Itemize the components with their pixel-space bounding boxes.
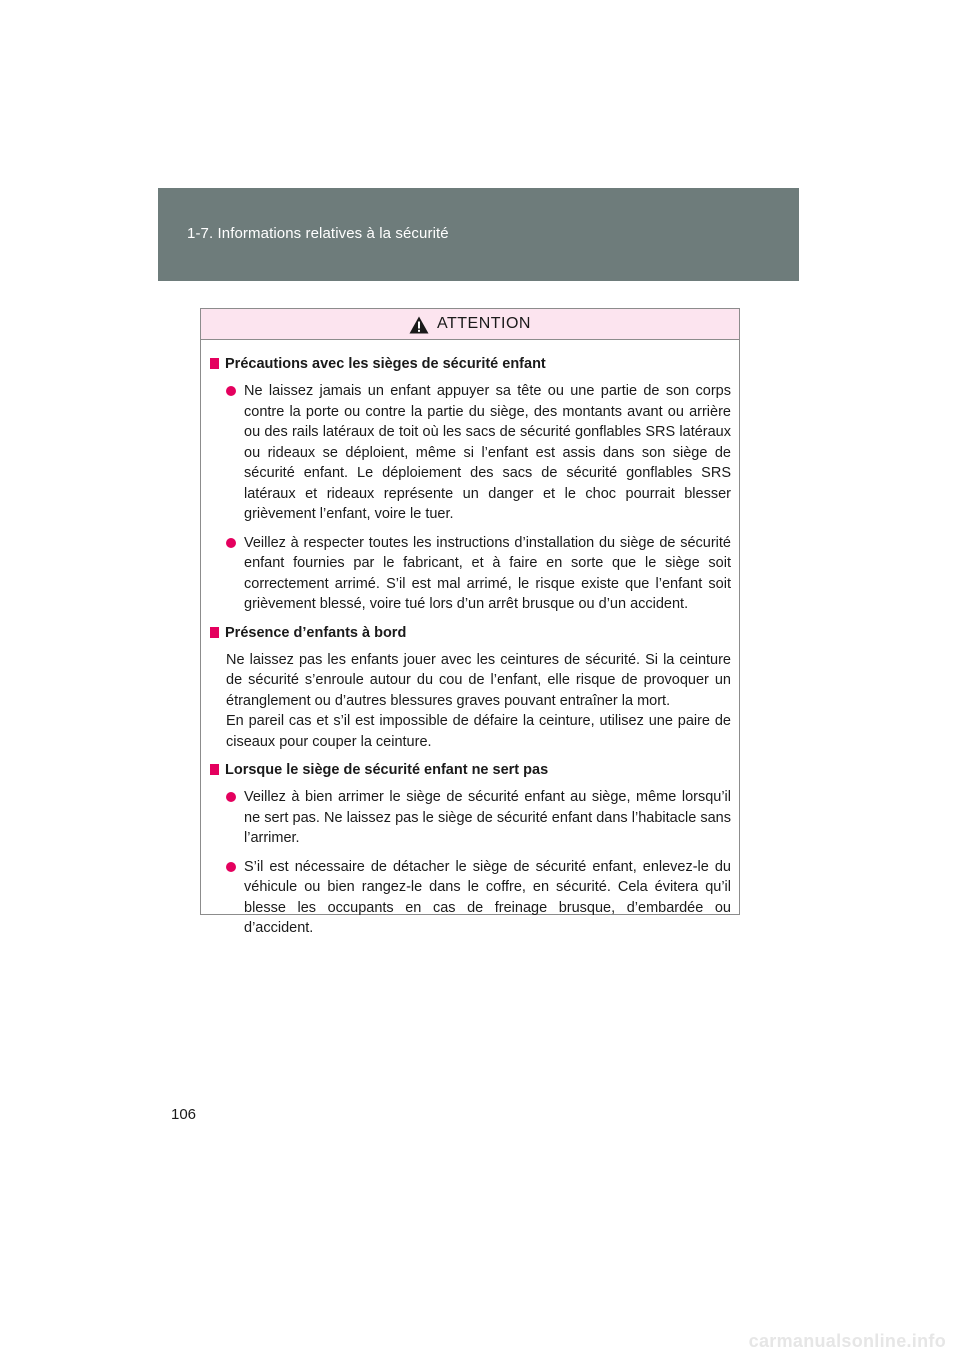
round-bullet-icon [226, 386, 236, 396]
round-bullet-icon [226, 792, 236, 802]
square-bullet-icon [210, 358, 219, 369]
section-heading [210, 760, 731, 780]
list-item [226, 787, 731, 849]
warning-header [201, 309, 739, 340]
warning-body [201, 340, 739, 939]
square-bullet-icon [210, 764, 219, 775]
round-bullet-icon [226, 862, 236, 872]
warning-triangle-icon [409, 316, 429, 334]
list-item-text: Veillez à respecter toutes les instructions d’installation du siège de sécurité enfant fournies par le fabricant, et à faire en sorte que le siège soit correctement arrimé. S’il est mal arrimé, le risque existe que l’enfant soit grièvement blessé, voire tué lors d’un arrêt brusque ou d’un accident. [244, 534, 731, 612]
section-paragraphs [226, 650, 731, 753]
section-heading-text: Précautions avec les sièges de sécurité enfant [225, 356, 546, 372]
square-bullet-icon [210, 627, 219, 638]
section-header-band [158, 188, 799, 281]
section-heading-text: Présence d’enfants à bord [225, 624, 407, 641]
section-heading-text: Lorsque le siège de sécurité enfant ne sert pas [225, 762, 549, 778]
paragraph: Ne laissez pas les enfants jouer avec les ceintures de sécurité. Si la ceinture de sécurité s’enroule autour du cou de l’enfant, elle risque de provoquer un étranglement ou d’autres blessures graves pouvant entraîner la mort. [226, 651, 731, 709]
list-item-text: Ne laissez jamais un enfant appuyer sa tête ou une partie de son corps contre la porte ou contre la partie du siège, des montants avant ou arrière ou des rails latéraux de toit où les sacs de sécurité gonflables SRS latéraux ou rideaux se déploient, même si l’enfant est assis dans son siège de sécurité enfant. Le déploiement des sacs de sécurité gonflables SRS latéraux et rideaux représente un danger et le choc pourrait blesser grièvement l’enfant, voire le tuer. [244, 383, 731, 522]
round-bullet-icon [226, 538, 236, 548]
warning-box [200, 308, 740, 936]
page-number: 106 [171, 1106, 197, 1123]
list-item-text: Veillez à bien arrimer le siège de sécurité enfant au siège, même lorsqu’il ne sert pas. Ne laissez pas le siège de sécurité enfant dans l’habitacle sans l’arrimer. [244, 789, 731, 846]
watermark: carmanualsonline.info [748, 1331, 946, 1351]
warning-title: ATTENTION [437, 315, 531, 332]
section-heading [210, 623, 731, 643]
paragraph: En pareil cas et s’il est impossible de défaire la ceinture, utilisez une paire de ciseaux pour couper la ceinture. [226, 713, 731, 750]
list-item [226, 533, 731, 615]
section-heading [210, 354, 731, 374]
section-title: 1-7. Informations relatives à la sécurité [187, 225, 449, 242]
list-item-text: S’il est nécessaire de détacher le siège de sécurité enfant, enlevez-le du véhicule ou bien rangez-le dans le coffre, en sécurité. Cela évitera qu’il blesse les occupants en cas de freinage brusque, d’embardée ou d’accident. [244, 858, 731, 936]
list-item [226, 381, 731, 525]
list-item [226, 857, 731, 939]
